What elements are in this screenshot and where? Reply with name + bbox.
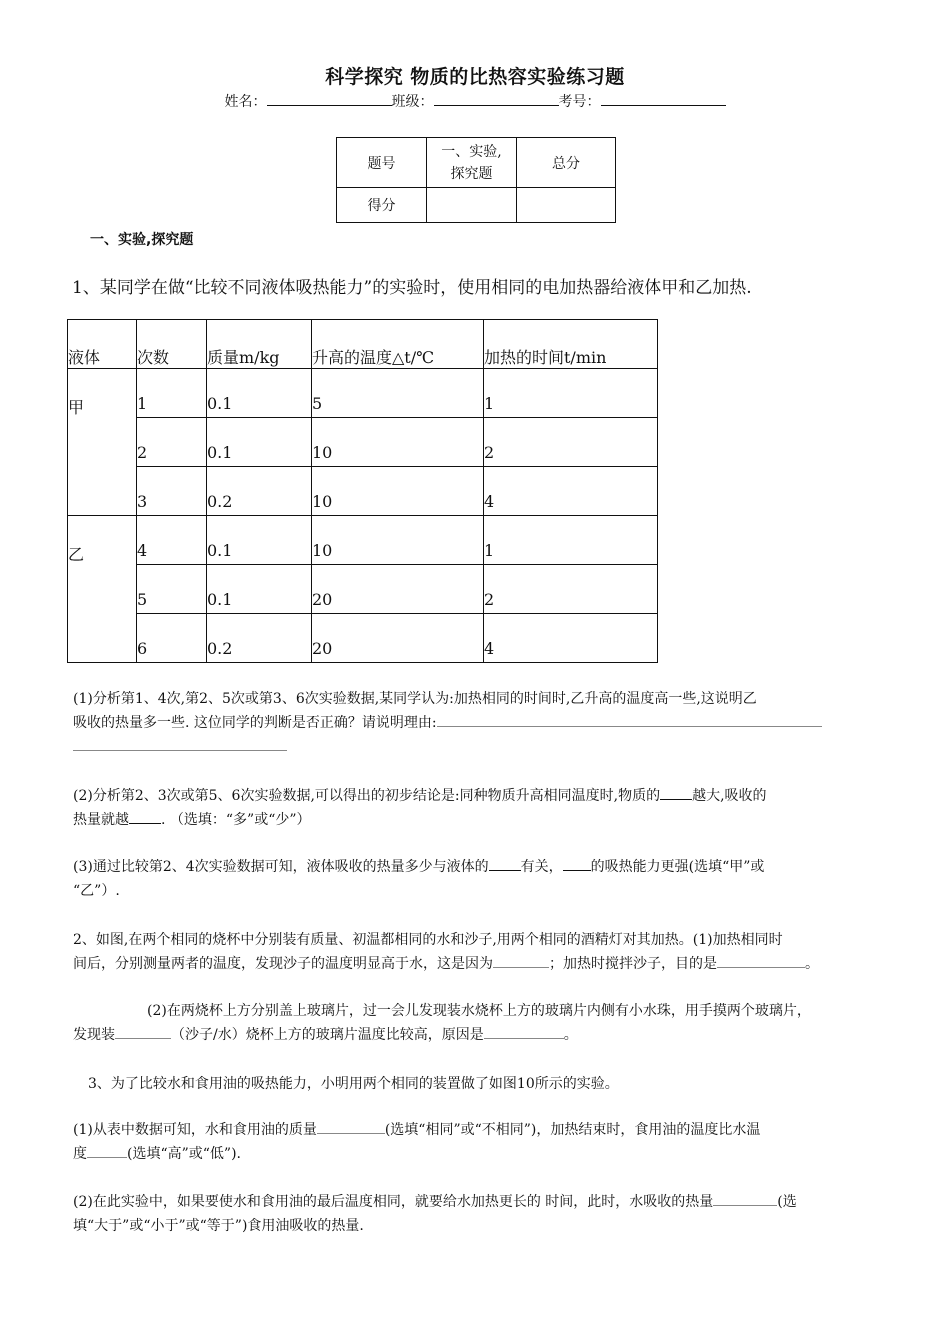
- score-input-cell[interactable]: [427, 188, 517, 223]
- table-cell: 5: [312, 369, 484, 418]
- class-label: 班级：: [391, 94, 434, 110]
- table-cell: 5: [137, 565, 207, 614]
- table-row: [68, 516, 658, 565]
- table-row: [68, 614, 658, 663]
- table-header-cell: 次数: [137, 320, 207, 369]
- table-header-cell: 升高的温度△t/℃: [312, 320, 484, 369]
- table-cell: 2: [484, 418, 658, 467]
- question-3-stem: 3、为了比较水和食用油的吸热能力，小明用两个相同的装置做了如图10所示的实验。: [88, 1076, 619, 1092]
- section-title: 一、实验,探究题: [90, 232, 194, 248]
- table-cell: 1: [137, 369, 207, 418]
- table-cell: 0.1: [207, 516, 312, 565]
- q1-part-2: (2)分析第2、3次或第5、6次实验数据,可以得出的初步结论是:同种物质升高相同温度时,物质的 越大,吸收的 热量就越 . （选填：“多”或“少”）: [73, 784, 883, 832]
- table-cell: 10: [312, 516, 484, 565]
- table-row: [68, 369, 658, 418]
- exam-no-label: 考号：: [558, 94, 601, 110]
- score-header-cell: 总分: [517, 138, 616, 188]
- q2-blank-1[interactable]: [493, 953, 549, 968]
- exam-no-field[interactable]: [601, 91, 726, 106]
- table-cell: 4: [484, 614, 658, 663]
- class-field[interactable]: [434, 91, 559, 106]
- score-header-cell: 一、实验, 探究题: [427, 138, 517, 188]
- table-header-cell: 液体: [68, 320, 137, 369]
- q3-blank-2[interactable]: [87, 1143, 127, 1158]
- table-header-cell: 加热的时间t/min: [484, 320, 658, 369]
- table-row: [68, 467, 658, 516]
- table-cell: 10: [312, 467, 484, 516]
- score-table: [336, 137, 616, 223]
- q3-blank-1[interactable]: [317, 1119, 385, 1134]
- table-row: [68, 565, 658, 614]
- table-cell: 1: [484, 516, 658, 565]
- q1-part-3: (3)通过比较第2、4次实验数据可知，液体吸收的热量多少与液体的 有关， 的吸热能力更强(选填“甲”或 “乙”）.: [73, 855, 883, 903]
- liquid-cell: 甲: [68, 369, 137, 516]
- q1-p2-blank-2[interactable]: [129, 809, 161, 824]
- score-header-cell: 题号: [337, 138, 427, 188]
- table-cell: 0.1: [207, 369, 312, 418]
- table-cell: 3: [137, 467, 207, 516]
- table-cell: 0.1: [207, 418, 312, 467]
- table-cell: 6: [137, 614, 207, 663]
- q1-p2-blank-1[interactable]: [660, 785, 692, 800]
- liquid-cell: 乙: [68, 516, 137, 663]
- table-cell: 10: [312, 418, 484, 467]
- q1-p3-blank-1[interactable]: [489, 856, 521, 871]
- question-3-part-2: (2)在此实验中，如果要使水和食用油的最后温度相同，就要给水加热更长的 时间，此时，水吸收的热量 (选 填“大于”或“小于”或“等于”)食用油吸收的热量.: [73, 1190, 883, 1238]
- q1-reason-blank[interactable]: [437, 712, 822, 727]
- table-cell: 0.2: [207, 614, 312, 663]
- table-cell: 2: [137, 418, 207, 467]
- question-3-part-1: (1)从表中数据可知，水和食用油的质量 (选填“相同”或“不相同”)，加热结束时，食用油的温度比水温 度 (选填“高”或“低”).: [73, 1118, 883, 1166]
- q1-reason-blank-2[interactable]: [73, 736, 287, 751]
- table-cell: 1: [484, 369, 658, 418]
- q1-part-1: (1)分析第1、4次,第2、5次或第3、6次实验数据,某同学认为:加热相同的时间时,乙升高的温度高一些,这说明乙 吸收的热量多一些. 这位同学的判断是否正确？请说明理由:: [73, 687, 883, 759]
- name-label: 姓名：: [224, 94, 267, 110]
- question-1-stem: 1、某同学在做“比较不同液体吸热能力”的实验时，使用相同的电加热器给液体甲和乙加热.: [72, 278, 752, 298]
- score-label-cell: 得分: [337, 188, 427, 223]
- q1-p3-blank-2[interactable]: [563, 856, 591, 871]
- table-cell: 20: [312, 614, 484, 663]
- q2-blank-2[interactable]: [717, 953, 805, 968]
- question-2: 2、如图,在两个相同的烧杯中分别装有质量、初温都相同的水和沙子,用两个相同的酒精灯对其加热。(1)加热相同时 间后，分别测量两者的温度，发现沙子的温度明显高于水，这是因为 ；加热时搅拌沙子，目的是 。: [73, 932, 819, 972]
- table-row: [68, 418, 658, 467]
- table-header-cell: 质量m/kg: [207, 320, 312, 369]
- score-input-cell[interactable]: [517, 188, 616, 223]
- table-cell: 2: [484, 565, 658, 614]
- table-cell: 4: [484, 467, 658, 516]
- page-title: 科学探究 物质的比热容实验练习题: [325, 66, 625, 88]
- table-cell: 20: [312, 565, 484, 614]
- experiment-data-table: [67, 319, 658, 663]
- q2-blank-3[interactable]: [115, 1024, 171, 1039]
- q3-blank-3[interactable]: [713, 1191, 777, 1206]
- name-field[interactable]: [267, 91, 392, 106]
- student-info-line: [0, 91, 950, 111]
- q2-blank-4[interactable]: [484, 1024, 564, 1039]
- table-cell: 0.1: [207, 565, 312, 614]
- question-2-part-2: (2)在两烧杯上方分别盖上玻璃片，过一会儿发现装水烧杯上方的玻璃片内侧有小水珠，用手摸两个玻璃片， 发现装 （沙子/水）烧杯上方的玻璃片温度比较高，原因是 。: [73, 1003, 811, 1043]
- table-cell: 0.2: [207, 467, 312, 516]
- table-cell: 4: [137, 516, 207, 565]
